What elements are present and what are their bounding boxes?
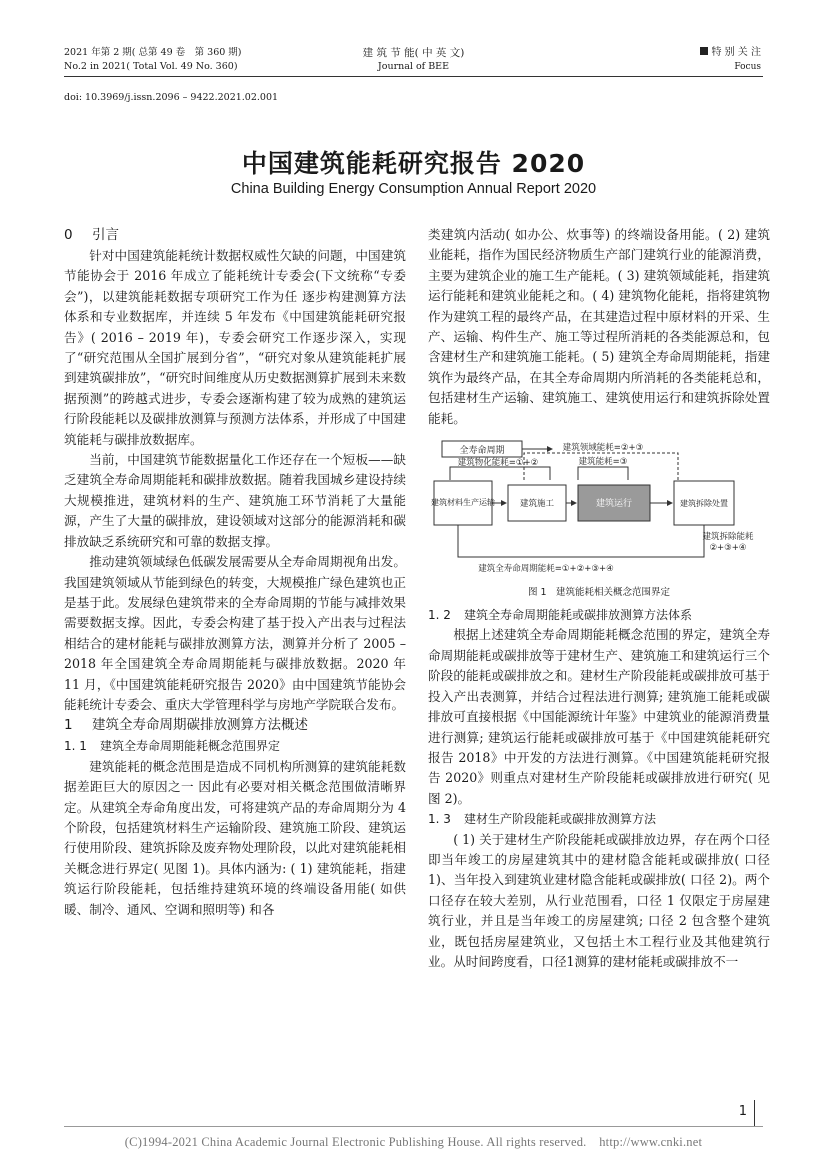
running-header-section [700, 46, 761, 74]
section-1-2-number: 1. 2 [428, 608, 451, 623]
section-1-title: 建筑全寿命周期碳排放测算方法概述 [92, 717, 308, 734]
box-demolition-label: 建筑拆除处置 [680, 499, 728, 509]
section-1-3-number: 1. 3 [428, 812, 451, 827]
box-operation-label: 建筑运行 [595, 499, 633, 510]
page-number: 1 [738, 1104, 747, 1119]
section-cn: 特 别 关 注 [711, 47, 761, 58]
issue-en: No.2 in 2021( Total Vol. 49 No. 360) [64, 61, 238, 72]
section-1-2-title: 建筑全寿命周期能耗或碳排放测算方法体系 [464, 608, 693, 623]
article-title-en: China Building Energy Consumption Annual Report 2020 [230, 181, 597, 197]
box-construction-label: 建筑施工 [519, 499, 555, 510]
section-0-heading [64, 225, 406, 246]
section-1-1-heading [64, 736, 406, 756]
section-1-3-heading [428, 809, 770, 829]
left-column [64, 225, 406, 920]
article-title-cn: 中国建筑能耗研究报告 2020 [241, 149, 586, 178]
section-0-number: 0 [64, 227, 73, 243]
header-rule [64, 76, 763, 77]
lifecycle-label: 全寿命周期 [459, 446, 505, 457]
label-wuhua: 建筑物化能耗=①+② [457, 458, 539, 469]
label-lifecycle-total: 建筑全寿命周期能耗=①+②+③+④ [478, 564, 614, 575]
journal-cn: 建 筑 节 能( 中 英 文) [362, 47, 465, 59]
section-1-heading [64, 715, 406, 736]
box-material-label: 建筑材料生产运输 [431, 498, 495, 508]
section-1-2-heading [428, 605, 770, 625]
section-en: Focus [734, 62, 761, 72]
figure-1 [428, 435, 770, 585]
copyright-notice: (C)1994-2021 China Academic Journal Electronic Publishing House. All rights reserved. http://www.cnki.net [124, 1135, 703, 1149]
square-bullet-icon [700, 47, 708, 55]
intro-paragraph-3: 推动建筑领域绿色低碳发展需要从全寿命周期视角出发。我国建筑领域从节能到绿色的转变，大规模推广绿色建筑也正是基于此。发展绿色建筑带来的全寿命周期的节能与减排效果需要数据支撑。因此，专委会构建了基于投入产出表与过程法相结合的建材能耗与碳排放测算方法，测算并分析了 2005 – 2018 年全国建筑全寿命周期能耗与碳排放数据。2020 年 11 月，《中国建筑能耗研究报告 2020》由中国建筑节能协会能耗统计专委会、重庆大学管理科学与房地产学院联合发布。 [64, 554, 406, 712]
figure-1-diagram [428, 435, 770, 583]
footer-rule [64, 1126, 763, 1127]
right-column [428, 225, 770, 972]
section-1-1-number: 1. 1 [64, 739, 87, 754]
intro-paragraph-2: 当前，中国建筑节能数据量化工作还存在一个短板——缺乏建筑全寿命周期能耗和碳排放数据。随着我国城乡建设持续大规模推进，建筑材料的生产、建筑施工环节消耗了大量能源，产生了大量的碳排放，建设领域对这部分的能源消耗和碳排放缺乏系统研究和可靠的数据支撑。 [64, 452, 406, 549]
doi: doi: 10.3969/j.issn.2096 – 9422.2021.02.001 [64, 92, 279, 103]
section-1-2-paragraph: 根据上述建筑全寿命周期能耗概念范围的界定，建筑全寿命周期能耗或碳排放等于建材生产、建筑施工和建筑运行三个阶段的能耗或碳排放之和。建材生产阶段能耗或碳排放可基于投入产出表测算，并结合过程法进行测算; 建筑施工能耗或碳排放可直接根据《中国能源统计年鉴》中建筑业的能源消费量进行测算; 建筑运行能耗或碳排放可基于《中国建筑能耗研究报告 2018》中开发的方法进行测算。《中国建筑能耗研究报告 2020》则重点对建材生产阶段能耗或碳排放进行研究( 见图 2)。 [428, 627, 770, 806]
section-1-1-title: 建筑全寿命周期能耗概念范围界定 [100, 739, 281, 754]
section-1-3-title: 建材生产阶段能耗或碳排放测算方法 [464, 812, 657, 827]
label-chaichu-sum: ②+③+④ [709, 543, 747, 554]
section-0-title: 引言 [92, 227, 119, 243]
page-number-rule [754, 1100, 755, 1126]
figure-1-caption: 图 1 建筑能耗相关概念范围界定 [527, 587, 671, 599]
section-1-3-paragraph: ( 1) 关于建材生产阶段能耗或碳排放边界，存在两个口径 即当年竣工的房屋建筑其中的建材隐含能耗或碳排放( 口径 1)、当年投入到建筑业建材隐含能耗或碳排放( 口径 2)。两个口径存在较大差别，从行业范围看，口径 1 仅限定于房屋建筑行业，并且是当年竣工的房屋建筑; 口径 2 包含整个建筑业，既包括房屋建筑业，又包括土木工程行业及其他建筑行业。从时间跨度看，口径1测算的建材能耗或碳排放不一 [428, 831, 770, 969]
label-lingyu: 建筑领域能耗=②+③ [562, 443, 644, 454]
intro-paragraph-1: 针对中国建筑能耗统计数据权威性欠缺的问题，中国建筑节能协会于 2016 年成立了能耗统计专委会(下文统称“专委会”)，以建筑能耗数据专项研究工作为任 逐步构建测算方法体系和专业数据库，并连续 5 年发布《中国建筑能耗研究报告》( 2016 – 2019 年)，专委会研究工作逐步深入，实现了“研究范围从全国扩展到分省”，“研究对象从建筑能耗扩展到建筑碳排放”，“研究时间维度从历史数据测算扩展到未来数据预测”的跨越式进步，专委会逐渐构建了较为成熟的建筑运行阶段能耗以及碳排放测算与预测方法体系，并形成了中国建筑能耗与碳排放数据库。 [64, 248, 406, 447]
journal-en: Journal of BEE [377, 61, 450, 72]
issue-cn: 2021 年第 2 期( 总第 49 卷 第 360 期) [64, 47, 242, 58]
label-chaichu: 建筑拆除能耗 [702, 532, 754, 543]
section-1-number: 1 [64, 717, 73, 734]
section-1-1-continued: 类建筑内活动( 如办公、炊事等) 的终端设备用能。( 2) 建筑业能耗，指作为国民经济物质生产部门建筑行业的能源消费，主要为建筑企业的施工生产能耗。( 3) 建筑领域能耗，指建筑运行能耗和建筑业能耗之和。( 4) 建筑物化能耗，指将建筑物作为建筑工程的最终产品，在其建造过程中原材料的开采、生产、运输、构件生产、施工等过程所消耗的各类能源总和，包含建材生产和建筑施工能耗。( 5) 建筑全寿命周期能耗，指建筑作为最终产品，在其全寿命周期内所消耗的各类能耗总和，包括建材生产运输、建筑施工、建筑使用运行和建筑拆除处置能耗。 [428, 227, 770, 426]
label-yunxing: 建筑能耗=③ [578, 457, 628, 468]
section-1-1-paragraph: 建筑能耗的概念范围是造成不同机构所测算的建筑能耗数据差距巨大的原因之一 因此有必要对相关概念范围做清晰界定。从建筑全寿命角度出发，可将建筑产品的寿命周期分为 4 个阶段，包括建筑材料生产运输阶段、建筑施工阶段、建筑运行使用阶段、建筑拆除及废弃物处理阶段，以此对建筑能耗相关概念进行界定( 见图 1)。具体内涵为: ( 1) 建筑能耗，指建筑运行阶段能耗，包括维持建筑环境的终端设备用能( 如供暖、制冷、通风、空调和照明等) 和各 [64, 758, 406, 917]
